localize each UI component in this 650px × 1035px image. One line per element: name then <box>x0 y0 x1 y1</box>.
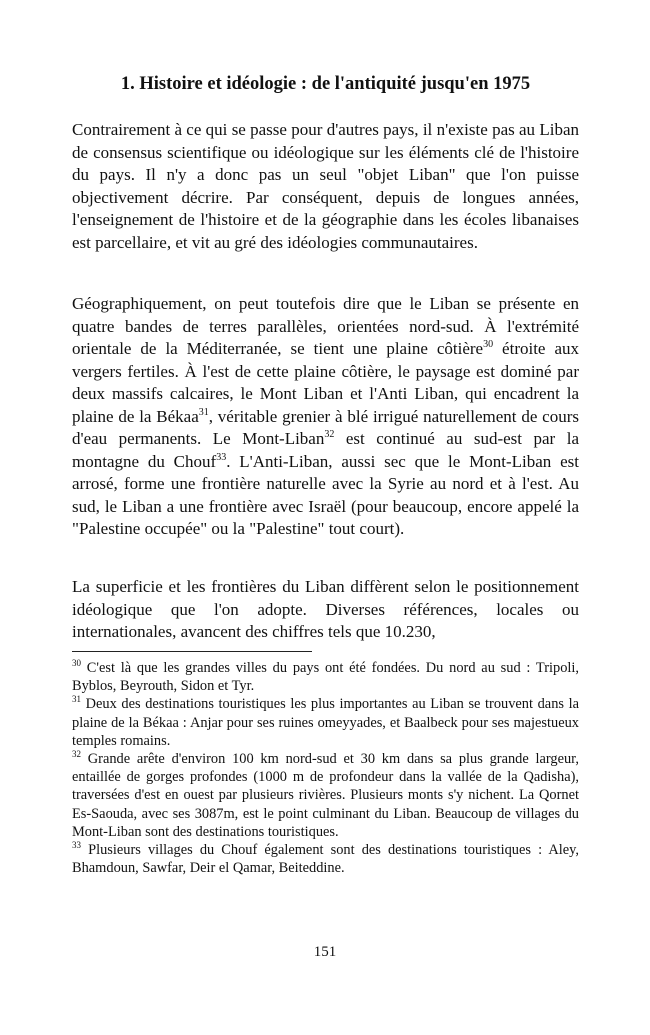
footnote-text: C'est là que les grandes villes du pays ont été fondées. Du nord au sud : Tripoli, Byblos, Beyrouth, Sidon et Tyr. <box>72 660 579 695</box>
footnote-ref-31: 31 <box>198 406 209 418</box>
section-title: 1. Histoire et idéologie : de l'antiquité jusqu'en 1975 <box>120 74 531 94</box>
footnote-number: 30 <box>72 658 81 668</box>
footnote-number: 33 <box>72 840 81 851</box>
footnote-ref-30: 30 <box>483 339 494 350</box>
footnote-31 <box>72 695 579 750</box>
footnote-33 <box>72 841 579 877</box>
paragraph-2-segment: étroite aux vergers fertiles. À l'est de cette plaine côtière, le paysage est dominé par deux massifs calcaires, le Mont Liban et l'Anti Liban, qui encadrent la plaine de la Békaa <box>72 339 579 426</box>
paragraph-2 <box>72 293 579 541</box>
paragraph-2-segment: , véritable grenier à blé irrigué naturellement de cours d'eau permanents. Le Mont-Liban <box>72 406 580 448</box>
footnote-text: Plusieurs villages du Chouf également sont des destinations touristiques : Aley, Bhamdoun, Sawfar, Deir el Qamar, Beiteddine. <box>72 842 579 877</box>
page-number: 151 <box>313 944 337 960</box>
paragraph-1: Contrairement à ce qui se passe pour d'autres pays, il n'existe pas au Liban de consensus scientifique ou idéologique sur les éléments clé de l'histoire du pays. Il n'y a donc pas un seul "objet Liban" que l'on puisse objectivement décrire. Par conséquent, depuis de longues années, l'enseignement de l'histoire et de la géographie dans les écoles libanaises est parcellaire, et vit au gré des idéologies communautaires. <box>72 120 579 252</box>
footnote-ref-32: 32 <box>324 429 335 440</box>
footnote-text: Deux des destinations touristiques les plus importantes au Liban se trouvent dans la plaine de la Békaa : Anjar pour ses ruines omeyyades, et Baalbeck pour ses majestueux temples romains. <box>72 696 579 749</box>
footnote-divider <box>72 651 312 652</box>
footnotes <box>72 659 579 877</box>
paragraph-2-segment: . L'Anti-Liban, aussi sec que le Mont-Liban est arrosé, forme une frontière naturelle avec la Syrie au nord et à l'est. Au sud, le Liban a une frontière avec Israël (pour beaucoup, encore appelé la "Palestine occupée" ou la "Palestine" tout court). <box>72 451 579 538</box>
footnote-number: 31 <box>72 694 81 705</box>
paragraph-2-segment: Géographiquement, on peut toutefois dire que le Liban se présente en quatre bandes de terres parallèles, orientées nord-sud. À l'extrémité orientale de la Méditerranée, se tient une plaine côtière <box>72 294 579 358</box>
footnote-32 <box>72 750 579 841</box>
footnote-ref-33: 33 <box>216 451 227 463</box>
paragraph-2-segment: est continué au sud-est par la montagne du Chouf <box>72 429 579 471</box>
footnote-number: 32 <box>72 749 81 760</box>
footnote-30 <box>72 659 579 695</box>
footnote-text: Grande arête d'environ 100 km nord-sud et 30 km dans sa plus grande largeur, entaillée de gorges profondes (1000 m de profondeur dans la vallée de la Qadisha), traversées d'est en ouest par plusieurs rivières. Plusieurs monts s'y nichent. La Qornet Es-Saouda, avec ses 3087m, est le point culminant du Liban. Beaucoup de villages du Mont-Liban sont des destinations touristiques. <box>72 751 579 840</box>
paragraph-3: La superficie et les frontières du Liban diffèrent selon le positionnement idéologique que l'on adopte. Diverses références, locales ou internationales, avancent des chiffres tels que 10.230, <box>72 577 579 641</box>
